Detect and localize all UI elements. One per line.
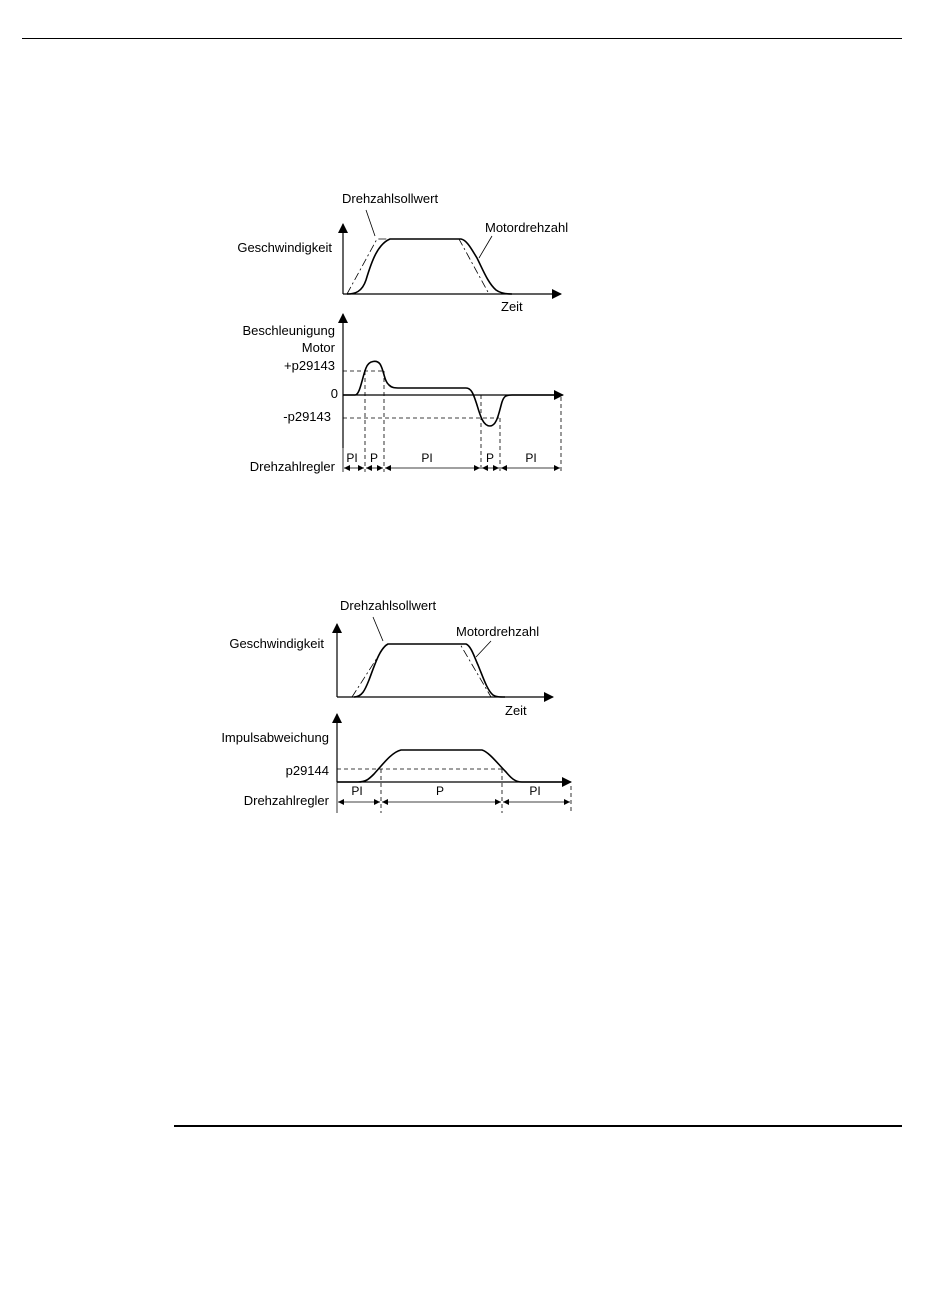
d1-speed-axis-label: Geschwindigkeit — [237, 240, 332, 255]
d2-pulse-label: Impulsabweichung — [221, 730, 329, 745]
d2-pulse-curve — [337, 750, 563, 782]
d1-setpoint-label: Drehzahlsollwert — [342, 191, 439, 206]
d1-segment-1-label: PI — [346, 451, 358, 465]
d2-time-label: Zeit — [505, 703, 527, 718]
d2-motor-speed-curve — [354, 644, 505, 697]
d2-setpoint-label: Drehzahlsollwert — [340, 598, 437, 613]
d2-segment-3-label: PI — [529, 784, 541, 798]
d1-time-label: Zeit — [501, 299, 523, 314]
d1-accel-label-line2: Motor — [301, 340, 335, 355]
d2-segment-1-label: PI — [351, 784, 363, 798]
d1-minus-threshold-label: -p29143 — [283, 409, 331, 424]
d1-motor-speed-curve — [347, 239, 512, 294]
d2-motor-speed-label: Motordrehzahl — [456, 624, 540, 639]
d1-setpoint-pointer — [366, 210, 375, 236]
d1-plus-threshold-label: +p29143 — [284, 358, 335, 373]
d1-motor-pointer — [479, 236, 492, 258]
d1-segment-4-label: P — [485, 451, 495, 465]
d2-setpoint-pointer — [373, 617, 383, 641]
diagram-1 — [237, 191, 568, 474]
d1-zero-label: 0 — [330, 386, 338, 401]
d2-speed-axis-label: Geschwindigkeit — [229, 636, 324, 651]
d2-segment-2-label: P — [435, 784, 445, 798]
d1-controller-label: Drehzahlregler — [249, 459, 335, 474]
d1-segment-5-label: PI — [525, 451, 537, 465]
d1-accel-label-line1: Beschleunigung — [242, 323, 335, 338]
d1-motor-speed-label: Motordrehzahl — [485, 220, 569, 235]
d1-segment-2-label: P — [369, 451, 379, 465]
diagram-2 — [221, 598, 571, 813]
d1-acceleration-curve — [343, 361, 561, 426]
d1-segment-3-label: PI — [421, 451, 433, 465]
d2-controller-label: Drehzahlregler — [243, 793, 329, 808]
d2-threshold-label: p29144 — [285, 763, 329, 778]
d2-motor-pointer — [476, 641, 491, 657]
d1-setpoint-curve — [347, 239, 489, 294]
